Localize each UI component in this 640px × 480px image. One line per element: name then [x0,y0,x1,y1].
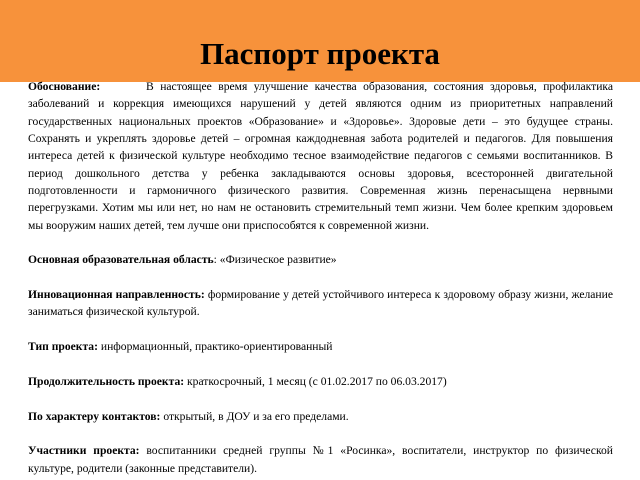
innovation-text: формирование у детей устойчивого интереса к здоровому образу жизни, желание заниматься физической культурой. [28,288,613,319]
area-label: Основная образовательная область [28,253,214,267]
contacts-paragraph [28,408,613,425]
type-label: Тип проекта: [28,340,98,354]
area-paragraph [28,251,613,268]
project-passport-body [28,78,613,477]
duration-text: краткосрочный, 1 месяц (с 01.02.2017 по 06.03.2017) [187,374,447,388]
innovation-paragraph [28,286,613,321]
contacts-label: По характеру контактов: [28,409,161,423]
rationale-text: В настоящее время улучшение качества образования, состояния здоровья, профилактика заболеваний и коррекция имеющихся нарушений у детей являются одним из приоритетных направлений государственных национальных проектов «Образование» и «Здоровье». Здоровые дети – это будущее страны. Сохранять и укреплять здоровье детей – огромная каждодневная забота родителей и педагогов. Для повышения интереса детей к физической культуре необходимо тесное взаимодействие педагогов с семьями воспитанников. В период дошкольного детства у ребенка закладываются основы здоровья, всесторонней двигательной подготовленности и гармоничного физического развития. Современная жизнь перенасыщена нервными перегрузками. Хотим мы или нет, но нам не остановить стремительный темп жизни. Чем более крепким здоровьем мы вооружим наших детей, тем лучше они приспособятся к современной жизни. [28,80,613,232]
participants-paragraph [28,442,613,477]
participants-text: воспитанники средней группы №1 «Росинка», воспитатели, инструктор по физической культуре, родители (законные представители). [28,444,613,475]
innovation-label: Инновационная направленность: [28,288,205,302]
rationale-paragraph [28,78,613,234]
duration-paragraph [28,373,613,390]
duration-label: Продолжительность проекта: [28,374,185,388]
area-text: : «Физическое развитие» [213,253,337,267]
page-title: Паспорт проекта [200,36,440,71]
type-paragraph [28,338,613,355]
type-text: информационный, практико-ориентированный [100,340,333,354]
rationale-label: Обоснование: [28,80,101,93]
participants-label: Участники проекта: [28,444,140,458]
contacts-text: открытый, в ДОУ и за его пределами. [163,409,349,423]
